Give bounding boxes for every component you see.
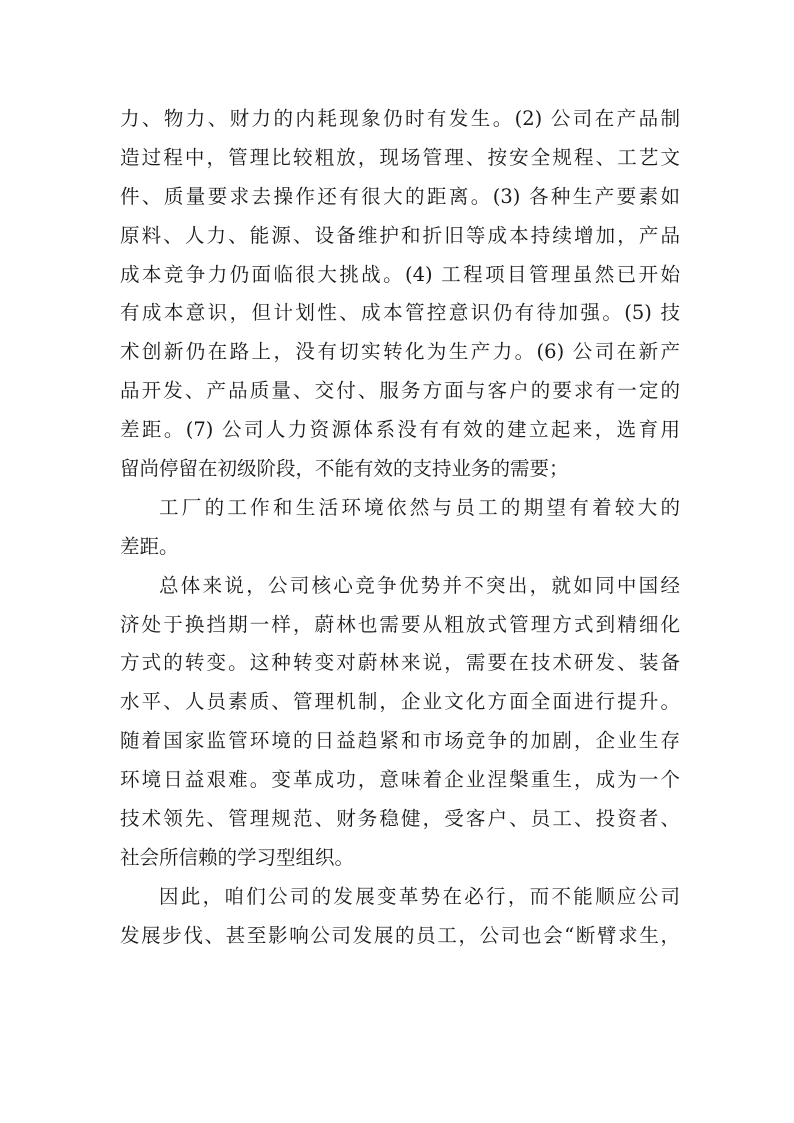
text-line: 水平、人员素质、管理机制，企业文化方面全面进行提升。 (120, 690, 680, 714)
text-line: 术创新仍在路上，没有切实转化为生产力。(6) 公司在新产 (120, 340, 680, 364)
text-line: 社会所信赖的学习型组织。 (120, 845, 355, 869)
text-line: 发展步伐、甚至影响公司发展的员工，公司也会“断臂求生， (120, 923, 680, 947)
paragraph-first-line: 工厂的工作和生活环境依然与员工的期望有着较大的 (159, 495, 680, 519)
text-line: 随着国家监管环境的日益趋紧和市场竞争的加剧，企业生存 (120, 729, 680, 753)
body-text (120, 100, 680, 956)
text-line: 方式的转变。这种转变对蔚林来说，需要在技术研发、装备 (120, 651, 680, 675)
paragraph-first-line: 因此，咱们公司的发展变革势在必行，而不能顺应公司 (159, 884, 680, 908)
text-line: 有成本意识，但计划性、成本管控意识仍有待加强。(5) 技 (120, 301, 680, 325)
text-line: 原料、人力、能源、设备维护和折旧等成本持续增加，产品 (120, 223, 680, 247)
text-line: 差距。(7) 公司人力资源体系没有有效的建立起来，选育用 (120, 418, 680, 442)
text-line: 环境日益艰难。变革成功，意味着企业涅槃重生，成为一个 (120, 768, 680, 792)
paragraph-first-line: 总体来说，公司核心竞争优势并不突出，就如同中国经 (159, 573, 680, 597)
text-line: 件、质量要求去操作还有很大的距离。(3) 各种生产要素如 (120, 184, 680, 208)
text-line: 技术领先、管理规范、财务稳健，受客户、员工、投资者、 (120, 807, 680, 831)
text-line: 留尚停留在初级阶段，不能有效的支持业务的需要； (120, 457, 569, 481)
text-line: 力、物力、财力的内耗现象仍时有发生。(2) 公司在产品制 (120, 107, 680, 130)
text-line: 济处于换挡期一样，蔚林也需要从粗放式管理方式到精细化 (120, 612, 680, 636)
text-line: 品开发、产品质量、交付、服务方面与客户的要求有一定的 (120, 379, 680, 403)
text-line: 差距。 (120, 534, 179, 558)
text-line: 造过程中，管理比较粗放，现场管理、按安全规程、工艺文 (120, 145, 680, 169)
text-line: 成本竞争力仍面临很大挑战。(4) 工程项目管理虽然已开始 (120, 262, 680, 286)
